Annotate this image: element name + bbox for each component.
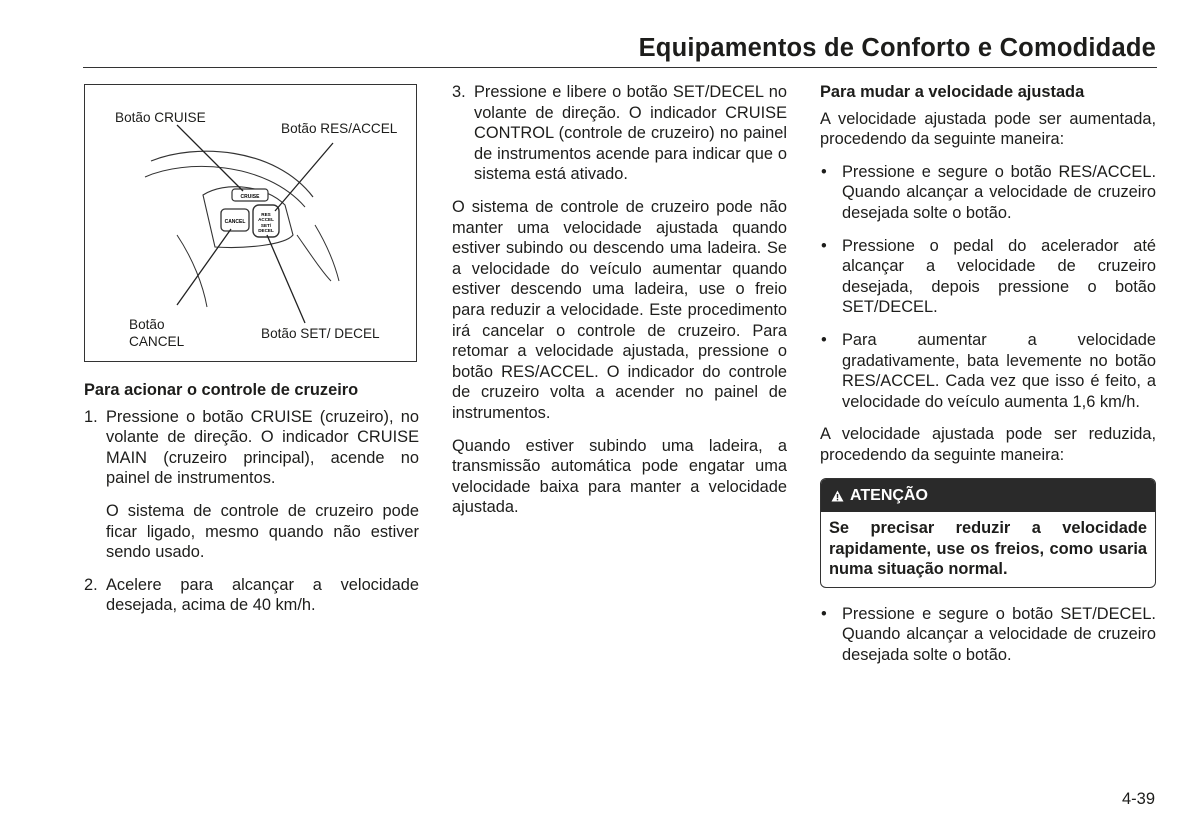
accel-button-text: ACCEL <box>258 217 274 222</box>
left-column <box>84 82 419 628</box>
bullet-dot: • <box>821 162 827 181</box>
decrease-bullet-1-text: Pressione e segure o botão SET/DECEL. Quando alcançar a velocidade de cruzeiro desejada solte o botão. <box>842 604 1156 665</box>
step-1-note: O sistema de controle de cruzeiro pode ficar ligado, mesmo quando não estiver sendo usado. <box>106 501 419 562</box>
step-3 <box>452 82 787 185</box>
page-header-title: Equipamentos de Conforto e Comodidade <box>638 34 1156 62</box>
cancel-button-text: CANCEL <box>224 219 246 225</box>
bullet-dot: • <box>821 604 827 623</box>
left-section-heading: Para acionar o controle de cruzeiro <box>84 381 359 399</box>
decrease-bullet-1 <box>820 604 1156 666</box>
slope-paragraph: O sistema de controle de cruzeiro pode não manter uma velocidade ajustada quando estiver subindo ou descendo uma ladeira. Se a velocidade do veículo aumentar quando estiver descendo uma ladeira, use o freio para reduzir a velocidade. Este procedimento irá cancelar o controle de cruzeiro. Para retomar a velocidade ajustada, pressione o botão RES/ACCEL. O indicador do controle de cruzeiro volta a acender no painel de instrumentos. <box>452 197 787 422</box>
header-divider <box>83 67 1157 68</box>
cruise-button-label: Botão CRUISE <box>115 110 206 125</box>
increase-bullet-2 <box>820 236 1156 318</box>
warning-header <box>821 479 1155 513</box>
res-accel-leader-line <box>275 143 333 211</box>
increase-bullet-3 <box>820 330 1156 412</box>
warning-triangle-icon <box>831 490 844 502</box>
res-button-text: RES <box>261 212 271 217</box>
step-1 <box>84 407 419 563</box>
page-number: 4-39 <box>1121 790 1155 808</box>
step-2-number: 2. <box>84 575 98 594</box>
warning-title: ATENÇÃO <box>850 486 928 504</box>
res-accel-button-label: Botão RES/ACCEL <box>281 121 398 136</box>
step-1-number: 1. <box>84 407 98 426</box>
increase-bullet-1-text: Pressione e segure o botão RES/ACCEL. Quando alcançar a velocidade de cruzeiro desejada solte o botão. <box>842 162 1156 222</box>
uphill-paragraph: Quando estiver subindo uma ladeira, a transmissão automática pode engatar uma velocidade baixa para manter a velocidade ajustada. <box>452 436 787 517</box>
step-3-number: 3. <box>452 83 466 101</box>
right-column <box>820 82 1156 678</box>
warning-box <box>820 478 1156 588</box>
set-decel-leader-line <box>267 235 305 323</box>
step-2-text: Acelere para alcançar a velocidade desejada, acima de 40 km/h. <box>106 575 419 615</box>
step-1-text: Pressione o botão CRUISE (cruzeiro), no volante de direção. O indicador CRUISE MAIN (cruzeiro principal), acende no painel de instrumentos. <box>106 407 419 488</box>
steering-wheel-figure <box>84 84 417 362</box>
cruise-leader-line <box>177 125 243 191</box>
warning-text: Se precisar reduzir a velocidade rapidamente, use os freios, como usaria numa situação normal. <box>829 519 1147 579</box>
set-button-text: SET/ <box>260 223 272 228</box>
decrease-intro: A velocidade ajustada pode ser reduzida, procedendo da seguinte maneira: <box>820 425 1156 464</box>
increase-bullet-1 <box>820 162 1156 224</box>
bullet-dot: • <box>821 236 827 255</box>
cancel-button-label: Botão CANCEL <box>129 317 185 349</box>
middle-column <box>452 82 787 530</box>
bullet-dot: • <box>821 330 827 349</box>
increase-bullet-2-text: Pressione o pedal do acelerador até alcançar a velocidade de cruzeiro desejada, depois pressione o botão SET/DECEL. <box>842 236 1156 317</box>
increase-bullet-3-text: Para aumentar a velocidade gradativamente, bata levemente no botão RES/ACCEL. Cada vez que isso é feito, a velocidade do veículo aumenta 1,6 km/h. <box>842 330 1156 411</box>
right-section-heading: Para mudar a velocidade ajustada <box>820 83 1085 101</box>
increase-intro: A velocidade ajustada pode ser aumentada, procedendo da seguinte maneira: <box>820 109 1156 149</box>
decel-button-text: DECEL <box>258 228 274 233</box>
step-3-text: Pressione e libere o botão SET/DECEL no volante de direção. O indicador CRUISE CONTROL (controle de cruzeiro) no painel de instrumentos acende para indicar que o sistema está ativado. <box>474 83 787 184</box>
step-2 <box>84 575 419 616</box>
cruise-button-text: CRUISE <box>240 194 260 200</box>
set-decel-button-label: Botão SET/ DECEL <box>261 326 380 341</box>
